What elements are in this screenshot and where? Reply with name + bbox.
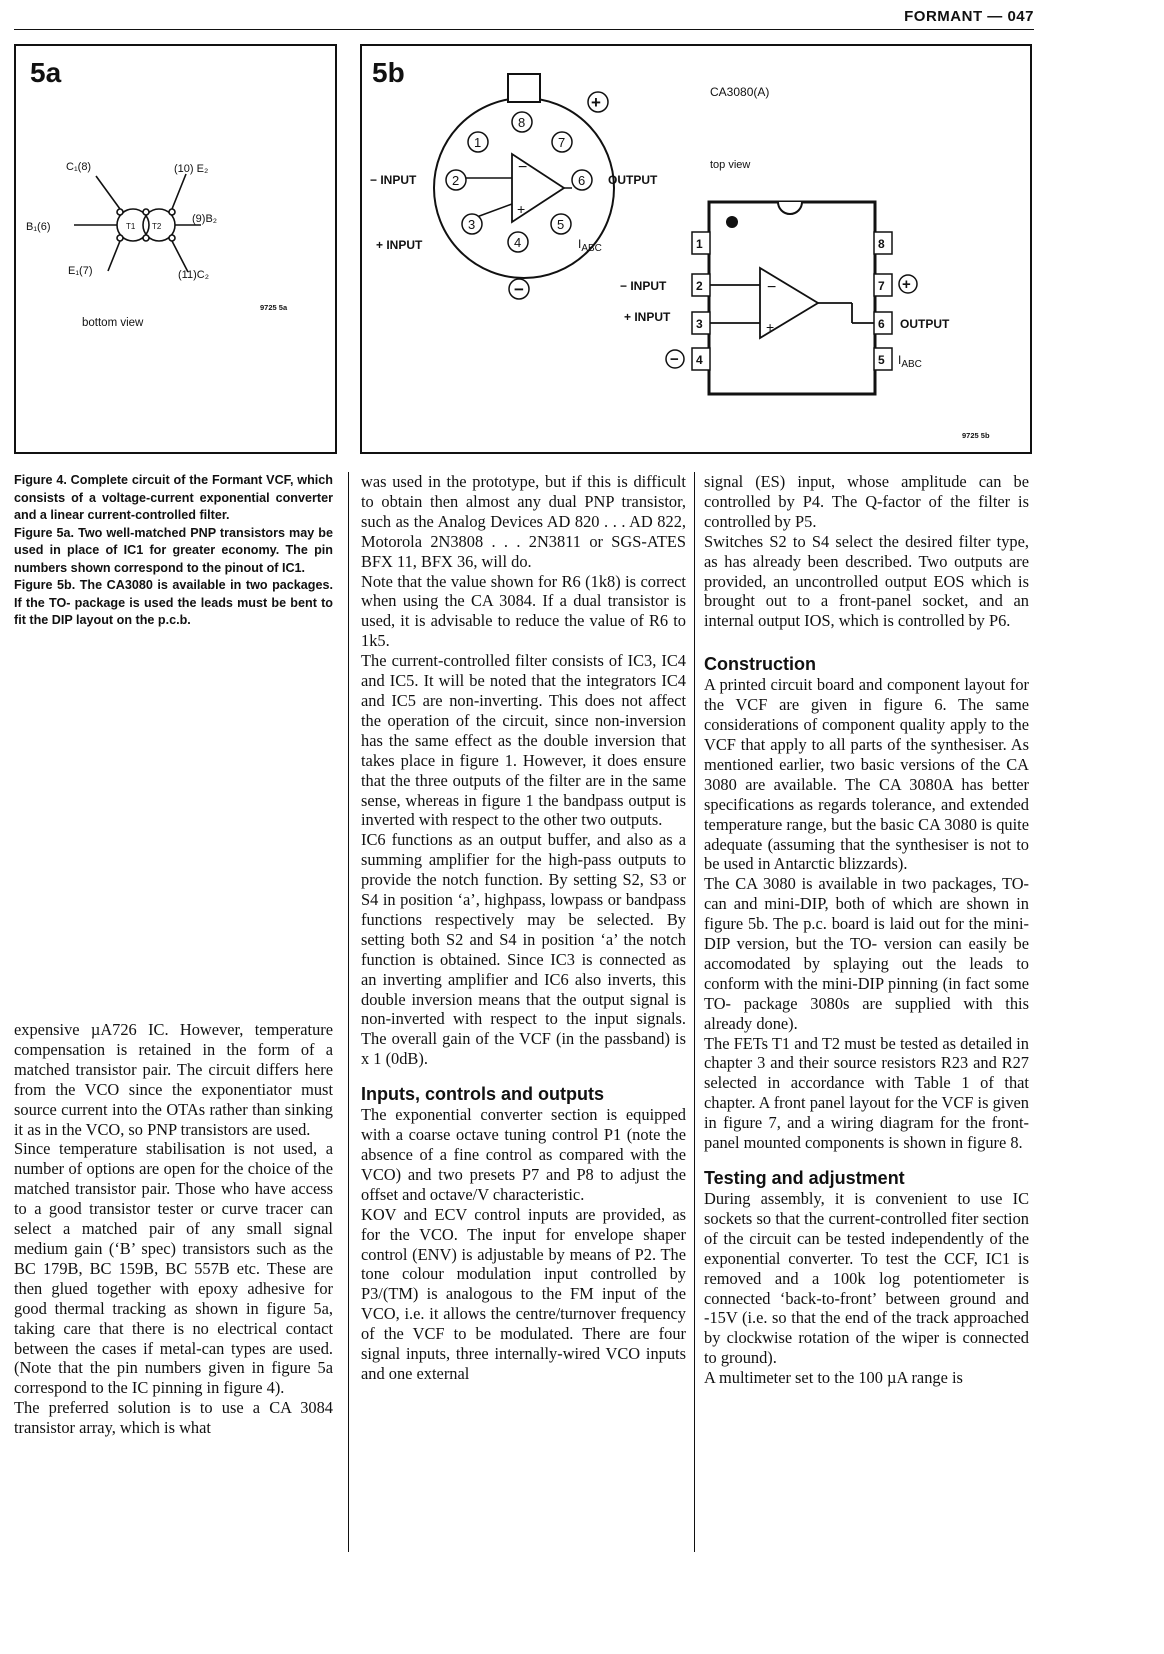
to-pin-6: 6 <box>578 173 586 188</box>
to-plus-input-label: + INPUT <box>376 238 423 252</box>
dip-pin-6: 6 <box>878 317 885 331</box>
top-view-label: top view <box>710 159 751 171</box>
dip-package <box>692 202 892 394</box>
to-pin-7: 7 <box>558 135 566 150</box>
pin-e2-label: (10) E₂ <box>174 163 209 175</box>
to-output-label: OUTPUT <box>608 173 658 187</box>
figure-5b-code: 9725 5b <box>962 431 990 440</box>
to-plus-supply: + <box>591 93 601 112</box>
figure-5a-label: 5a <box>30 57 62 88</box>
to-pin-2: 2 <box>452 173 460 188</box>
part-number: CA3080(A) <box>710 85 770 99</box>
to-pin-8: 8 <box>518 115 526 130</box>
figure-5b <box>360 44 1032 454</box>
dip-pin-3: 3 <box>696 317 703 331</box>
to-pin-3: 3 <box>468 217 476 232</box>
paragraph: Note that the value shown for R6 (1k8) is correct when using the CA 3084. If a dual transistor is used, it is advisable to reduce the value of R6 to 1k5. <box>361 571 686 651</box>
paragraph: The current-controlled filter consists of IC3, IC4 and IC5. It will be noted that the integrators IC4 and IC5 are non-inverting. This does not affect the operation of the circuit, since non-inversion has the same effect as the double inversion that takes place in figure 1. However, it does ensure that the three outputs of the filter are in the same sense, whereas in figure 1 the bandpass output is inverted with respect to the other two outputs. <box>361 651 686 830</box>
dip-output-label: OUTPUT <box>900 317 950 331</box>
paragraph: KOV and ECV control inputs are provided, as for the VCO. The input for envelope shaper control (ENV) is adjustable by means of P2. The tone colour modulation input controlled by P3/(TM) is analogous to the FM input of the VCO, i.e. it allows the centre/turnover frequency of the VCF to be modulated. There are four signal inputs, three internally-wired VCO inputs and one external <box>361 1204 686 1383</box>
dip-plus-supply: + <box>902 276 911 293</box>
caption-figure-5a: Figure 5a. Two well-matched PNP transistors may be used in place of IC1 for greater economy. The pin numbers shown correspond to the pinout of IC1. <box>14 525 333 575</box>
to-pin-4: 4 <box>514 235 522 250</box>
to-pin-1: 1 <box>474 135 482 150</box>
bottom-view-label: bottom view <box>82 317 144 329</box>
paragraph: The exponential converter section is equipped with a coarse octave tuning control P1 (note the absence of a fine control as compared with the VCO) and two presets P7 and P8 to adjust the offset and octave/V characteristic. <box>361 1105 686 1204</box>
paragraph: was used in the prototype, but if this is difficult to obtain then almost any dual PNP transistor, such as the Analog Devices AD 820 . . . AD 822, Motorola 2N3808 . . . 2N3811 or SGS-ATES BFX 11, BFX 36, will do. <box>361 472 686 571</box>
paragraph: The preferred solution is to use a CA 3084 transistor array, which is what <box>14 1398 333 1438</box>
paragraph: A multimeter set to the 100 µA range is <box>704 1368 963 1388</box>
paragraph: A printed circuit board and component layout for the VCF are given in figure 6. The same considerations of component quality apply to the VCF that apply to all parts of the synthesiser. As mentioned earlier, two basic versions of the CA 3080 are available. The CA 3080A has better specifications as regards tolerance, and extended temperature range, but the basic CA 3080 is quite adequate (assuming that the synthesiser is not to be used in Antarctic blizzards). <box>704 675 1029 874</box>
caption-figure-4: Figure 4. Complete circuit of the Formant VCF, which consists of a voltage-current exponential converter and a linear current-controlled filter. <box>14 473 333 522</box>
paragraph: The CA 3080 is available in two packages, TO- can and mini-DIP, both of which are shown in figure 5b. The p.c. board is laid out for the mini-DIP version, but the TO- version can easily be accomodated by splaying out the leads to conform with the mini-DIP pinning (in fact some TO- package 3080s are supplied with this already done). <box>704 874 1029 1033</box>
figure-5a-diagram <box>16 46 335 452</box>
figure-captions <box>14 472 333 630</box>
pin-b2-label: (9)B₂ <box>192 213 218 225</box>
paragraph: Since temperature stabilisation is not used, a number of options are open for the choice of the matched transistor pair. Those who have access to a good transistor tester or curve tracer can select a matched pair of any small signal medium gain (‘B’ spec) transistors such as the BC 179B, BC 159B, BC 557B etc. These are then glued together with epoxy adhesive for good thermal tracking as shown in figure 5a, taking care that there is no electrical contact between the cases if metal-can types are used. (Note that the pin numbers given in figure 5a correspond to the IC pinning in figure 4). <box>14 1139 333 1398</box>
paragraph: During assembly, it is convenient to use IC sockets so that the current-controlled fiter section of the circuit can be tested independently of the exponential converter. To test the CCF, IC1 is removed and a 100k log potentiometer is connected ‘back-to-front’ between ground and -15V (i.e. so that the end of the track approached by clockwise rotation of the wiper is connected to ground). <box>704 1189 1029 1368</box>
svg-text:−: − <box>767 279 777 296</box>
column-2-text <box>361 472 686 1384</box>
column-divider <box>348 472 349 1552</box>
section-heading-inputs: Inputs, controls and outputs <box>361 1084 604 1105</box>
svg-text:+: + <box>517 201 526 217</box>
svg-text:−: − <box>518 159 528 176</box>
section-heading-construction: Construction <box>704 654 816 675</box>
figure-5b-label: 5b <box>372 57 405 88</box>
to-pin-5: 5 <box>557 217 565 232</box>
section-heading-testing: Testing and adjustment <box>704 1168 905 1188</box>
dip-pin-7: 7 <box>878 279 885 293</box>
header-rule <box>14 29 1034 30</box>
figure-5a <box>14 44 337 454</box>
pin-b1-label: B₁(6) <box>26 221 51 233</box>
pin-c2-label: (11)C₂ <box>178 269 209 281</box>
paragraph: IC6 functions as an output buffer, and also as a summing amplifier for the high-pass outputs to provide the notch function. By setting S2, S3 or S4 in position ‘a’, highpass, lowpass or bandpass functions respectively may be selected. By setting both S2 and S4 in position ‘a’ the notch function is obtained. Since IC3 is connected as an inverting amplifier and IC6 also inverts, this double inversion means that the output signal is non-inverted with respect to the input signals. The overall gain of the VCF (in the passband) is x 1 (0dB). <box>361 830 686 1069</box>
dip-minus-input-label: − INPUT <box>620 279 667 293</box>
dip-plus-input-label: + INPUT <box>624 310 671 324</box>
to-minus-input-label: − INPUT <box>370 173 417 187</box>
column-1-text <box>14 1020 333 1438</box>
paragraph: signal (ES) input, whose amplitude can be controlled by P4. The Q-factor of the filter is controlled by P5. <box>704 472 1029 531</box>
dip-pin-8: 8 <box>878 237 885 251</box>
column-divider <box>694 472 695 1552</box>
paragraph: The FETs T1 and T2 must be tested as detailed in chapter 3 and their source resistors R23 and R27 selected in accordance with Table 1 of that chapter. A front panel layout for the VCF is given in figure 7, and a wiring diagram for the front-panel mounted components is shown in figure 8. <box>704 1033 1029 1153</box>
t2-label: T2 <box>152 222 162 231</box>
t1-label: T1 <box>126 222 136 231</box>
dip-pin-4: 4 <box>696 353 703 367</box>
caption-figure-5b: Figure 5b. The CA3080 is available in two packages. If the TO- package is used the leads must be bent to fit the DIP layout on the p.c.b. <box>14 578 333 627</box>
dip-pin-1: 1 <box>696 237 703 251</box>
svg-text:+: + <box>766 319 775 335</box>
dip-pin-2: 2 <box>696 279 703 293</box>
dip-pin-5: 5 <box>878 353 885 367</box>
page-header-title: FORMANT — 047 <box>904 8 1034 25</box>
column-3-text <box>704 472 1029 1388</box>
figure-5b-diagram <box>362 46 1030 452</box>
paragraph: Switches S2 to S4 select the desired filter type, as has already been described. Two outputs are provided, an uncontrolled output EOS which is brought out to a front-panel socket, and an internal output IOS, which is controlled by P6. <box>704 531 1029 631</box>
dip-minus-supply: − <box>670 351 679 368</box>
dip-iabc-label: $I_{ABC}$ <box>898 353 922 370</box>
to-iabc-label: $I_{ABC}$ <box>578 237 602 254</box>
to-minus-supply: − <box>514 280 524 299</box>
figure-5a-code: 9725 5a <box>260 303 288 312</box>
pin-c1-label: C₁(8) <box>66 161 92 173</box>
pin-e1-label: E₁(7) <box>68 265 93 277</box>
paragraph: expensive µA726 IC. However, temperature compensation is retained in the form of a matched transistor pair. The circuit differs here from the VCO since the exponentiator must source current into the OTAs rather than sinking it as in the VCO, so PNP transistors are used. <box>14 1020 333 1139</box>
